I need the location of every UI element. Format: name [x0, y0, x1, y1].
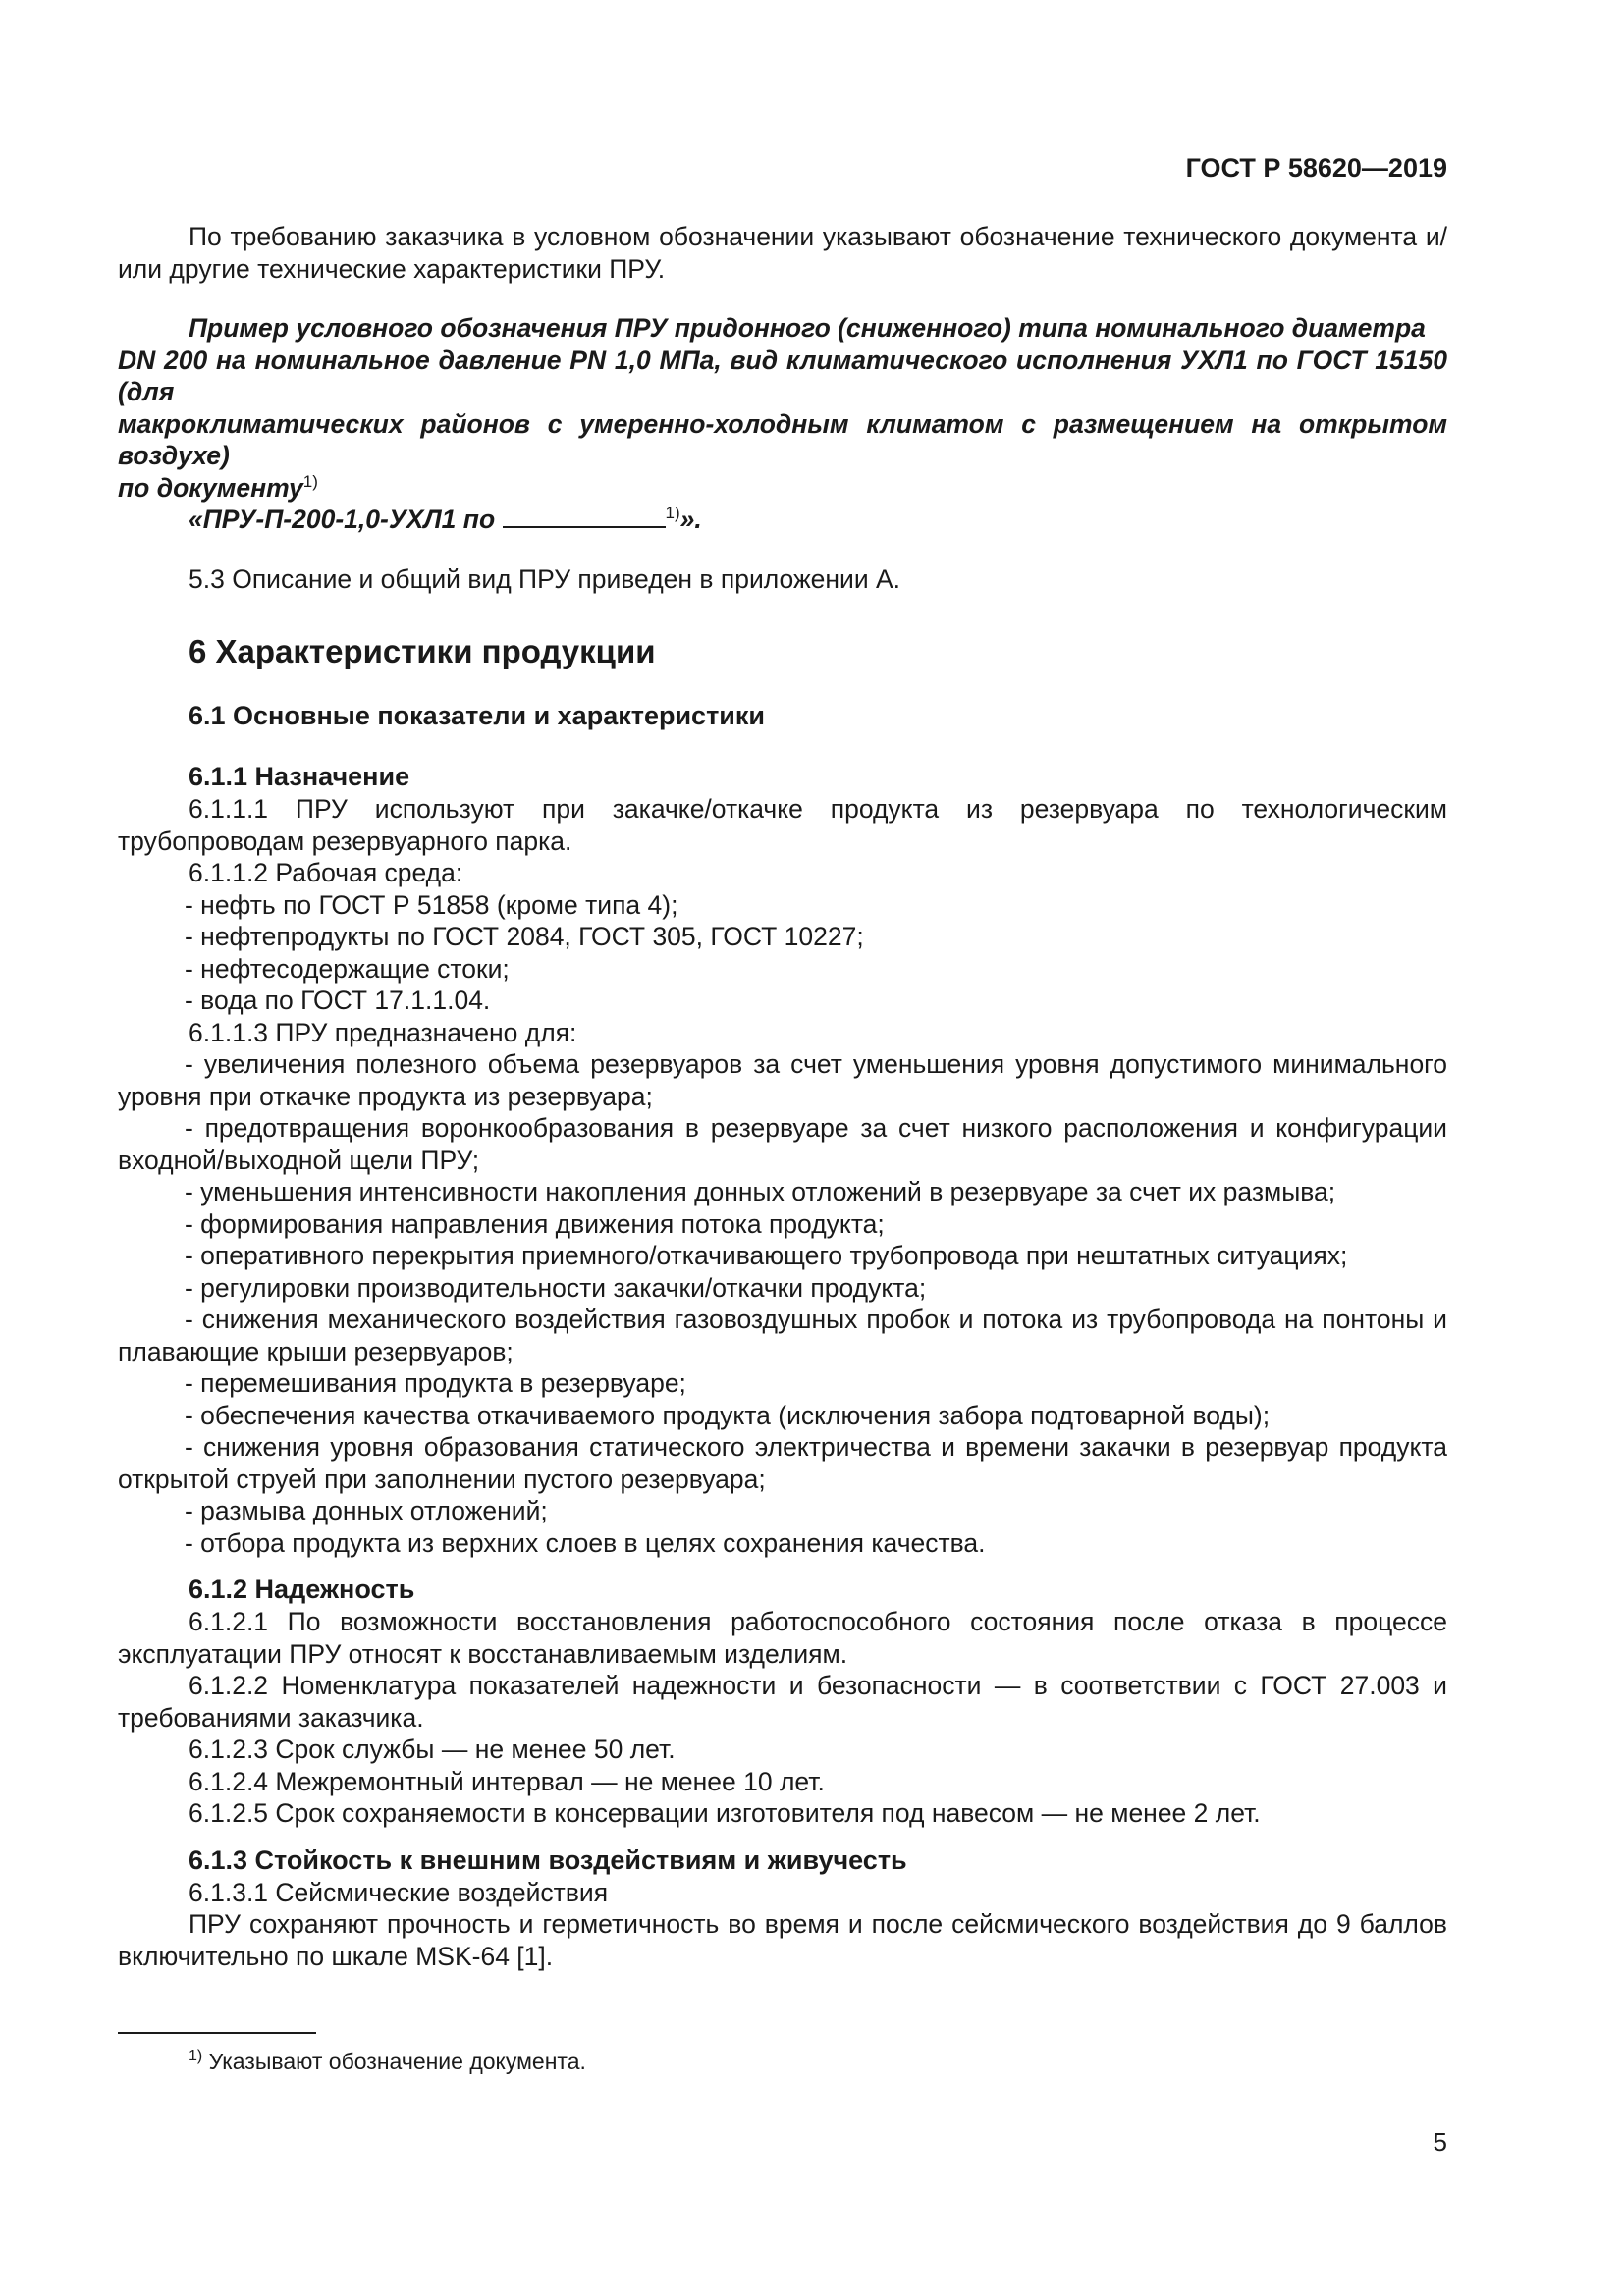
designation-example	[118, 312, 1447, 536]
clause-6-1-3-1: 6.1.3.1 Сейсмические воздействия	[189, 1877, 609, 1907]
clause-6-1-1-1: 6.1.1.1 ПРУ используют при закачке/откачке продукта из резервуара по технологическим трубопроводам резервуарного парка.	[118, 794, 1447, 856]
example-line-2: DN 200 на номинальное давление PN 1,0 МПа, вид климатического исполнения УХЛ1 по ГОСТ 15150 (для	[118, 345, 1447, 406]
footnote: $^{1)}$ Указывают обозначение документа.	[189, 2048, 586, 2074]
purpose-item: - обеспечения качества откачиваемого продукта (исключения забора подтоварной воды);	[185, 1400, 1271, 1430]
footnote-divider	[118, 2032, 316, 2034]
media-item: - нефтесодержащие стоки;	[185, 953, 510, 984]
page-number: 5	[1433, 2127, 1447, 2157]
purpose-item: - снижения механического воздействия газовоздушных пробок и потока из трубопровода на понтоны и плавающие крыши резервуаров;	[118, 1305, 1447, 1366]
example-line-3: макроклиматических районов с умеренно-холодным климатом с размещением на открытом воздухе)	[118, 408, 1447, 470]
footnote-ref: 1)	[302, 471, 318, 491]
clause-6-1-2-4: 6.1.2.4 Межремонтный интервал — не менее 10 лет.	[189, 1766, 825, 1796]
section-6-1-heading: 6.1 Основные показатели и характеристики	[189, 701, 765, 730]
purpose-item: - перемешивания продукта в резервуаре;	[185, 1368, 686, 1398]
purpose-item: - размыва донных отложений;	[185, 1496, 548, 1525]
document-body	[118, 221, 1447, 1972]
purpose-item: - регулировки производительности закачки/откачки продукта;	[185, 1272, 927, 1303]
intro-paragraph: По требованию заказчика в условном обозначении указывают обозначение технического документа и/или другие технические характеристики ПРУ.	[118, 222, 1447, 284]
purpose-item: - увеличения полезного объема резервуаров за счет уменьшения уровня допустимого минимального уровня при откачке продукта из резервуара;	[118, 1049, 1447, 1111]
purpose-item: - предотвращения воронкообразования в резервуаре за счет низкого расположения и конфигурации входной/выходной щели ПРУ;	[118, 1113, 1447, 1175]
section-6-1-2-heading: 6.1.2 Надежность	[189, 1575, 415, 1604]
document-page	[118, 0, 1447, 2296]
clause-6-1-3-1-text: ПРУ сохраняют прочность и герметичность во время и после сейсмического воздействия до 9 баллов включительно по шкале MSK-64 [1].	[118, 1909, 1447, 1971]
clause-5-3: 5.3 Описание и общий вид ПРУ приведен в приложении А.	[189, 563, 901, 594]
purpose-item: - оперативного перекрытия приемного/откачивающего трубопровода при нештатных ситуациях;	[185, 1241, 1348, 1270]
clause-6-1-2-2: 6.1.2.2 Номенклатура показателей надежности и безопасности — в соответствии с ГОСТ 27.003 и требованиями заказчика.	[118, 1671, 1447, 1733]
clause-6-1-2-5: 6.1.2.5 Срок сохраняемости в консервации изготовителя под навесом — не менее 2 лет.	[189, 1798, 1261, 1828]
document-header-id: ГОСТ Р 58620—2019	[1185, 153, 1447, 183]
footnote-ref: 1)	[665, 504, 680, 522]
section-6-heading: 6 Характеристики продукции	[189, 633, 656, 669]
clause-6-1-2-3: 6.1.2.3 Срок службы — не менее 50 лет.	[189, 1735, 676, 1764]
media-item: - вода по ГОСТ 17.1.1.04.	[185, 986, 491, 1015]
clause-6-1-2-1: 6.1.2.1 По возможности восстановления работоспособного состояния после отказа в процессе эксплуатации ПРУ относят к восстанавливаемым изделиям.	[118, 1607, 1447, 1669]
clause-6-1-1-3: 6.1.1.3 ПРУ предназначено для:	[189, 1017, 577, 1047]
example-line-4: по документу$^{1)}$	[118, 471, 318, 503]
purpose-item: - снижения уровня образования статического электричества и времени закачки в резервуар продукта открытой струей при заполнении пустого резервуара;	[118, 1432, 1447, 1494]
purpose-item: - отбора продукта из верхних слоев в целях сохранения качества.	[185, 1527, 986, 1558]
media-item: - нефтепродукты по ГОСТ 2084, ГОСТ 305, ГОСТ 10227;	[185, 922, 864, 951]
section-6-1-1-heading: 6.1.1 Назначение	[189, 762, 410, 791]
example-line-1: Пример условного обозначения ПРУ придонного (сниженного) типа номинального диаметра	[189, 313, 1426, 343]
media-item: - нефть по ГОСТ Р 51858 (кроме типа 4);	[185, 889, 678, 920]
purpose-item: - формирования направления движения потока продукта;	[185, 1208, 885, 1239]
designation-string: «ПРУ-П-200-1,0-УХЛ1 по $^{1)}$».	[189, 504, 702, 534]
section-6-1-3-heading: 6.1.3 Стойкость к внешним воздействиям и живучесть	[189, 1844, 907, 1875]
purpose-item: - уменьшения интенсивности накопления донных отложений в резервуаре за счет их размыва;	[185, 1177, 1336, 1206]
clause-6-1-1-2: 6.1.1.2 Рабочая среда:	[189, 858, 463, 887]
blank-line	[503, 505, 666, 528]
